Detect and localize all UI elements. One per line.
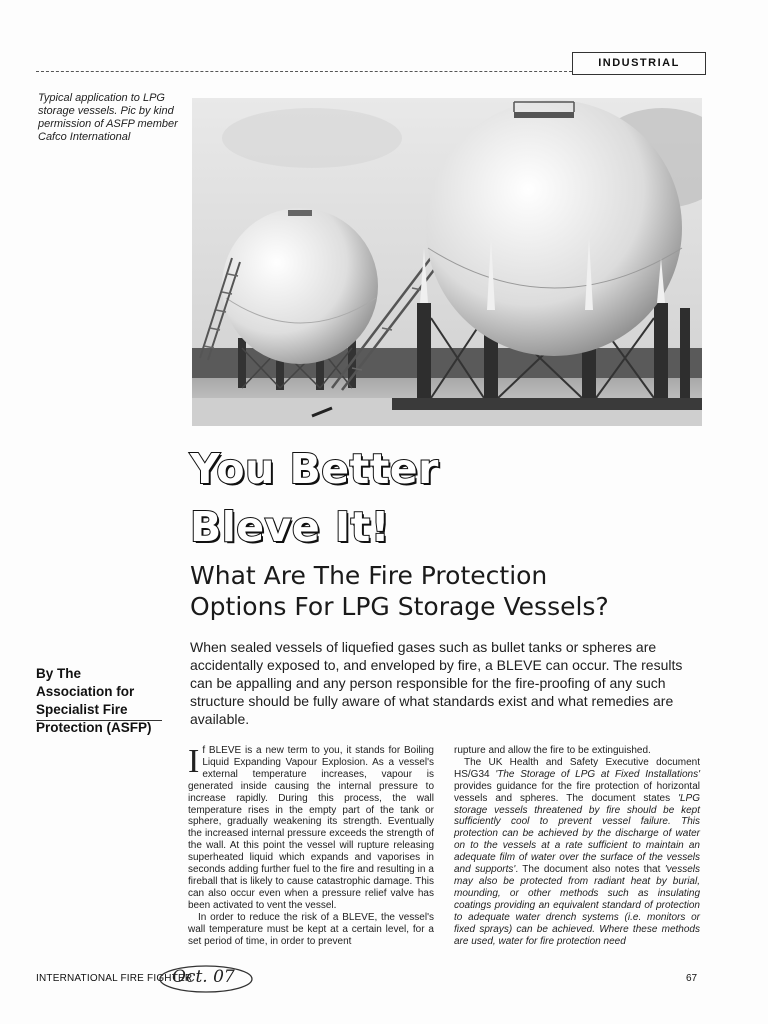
paragraph-text: f BLEVE is a new term to you, it stands for Boiling Liquid Expanding Vapour Explosion. As a vessel's external temperature increases, vapour is generated inside causing the internal pressure to increase rapidly. During this process, the wall temperature rises in the empty part of the tank or sphere, gradually weakening its strength. Eventually the increased internal pressure exceeds the strength of the wall. At this point the vessel will rupture releasing superheated liquid which expands and vaporises in seconds adding further fuel to the fire and resulting in a fireball that is likely to cause catastrophic damage. This can also occur even when a pressure relief valve has been activated to vent the vessel. xyxy=(188,745,434,911)
paragraph: rupture and allow the fire to be extinguished. xyxy=(454,745,651,756)
drop-cap: I xyxy=(188,743,200,780)
article-title xyxy=(190,446,710,550)
article-subtitle xyxy=(190,560,730,622)
paragraph xyxy=(188,745,434,912)
section-tag: INDUSTRIAL xyxy=(572,52,706,75)
title-line-2: Bleve It! xyxy=(190,503,390,551)
paragraph xyxy=(454,757,700,948)
photo-icon xyxy=(192,98,702,426)
title-line-1: You Better xyxy=(190,445,439,493)
text-run: provides guidance for the fire protection of horizontal vessels and spheres. The document states xyxy=(454,780,700,804)
text-run: . The document also notes that xyxy=(515,864,665,876)
quote: 'vessels may also be protected from radiant heat by burial, mounding, or other methods such as insulating coatings providing an equivalent standard of protection to adequate water drench systems (i.e. monitors or fixed sprays) can be achieved. Where these methods are used, water for fire protection need xyxy=(454,864,700,947)
article-photo xyxy=(192,98,702,426)
quote-title: 'The Storage of LPG at Fixed Installations' xyxy=(495,768,700,780)
byline: By The Association for Specialist Fire Protection (ASFP) xyxy=(36,666,152,735)
subtitle-line-2: Options For LPG Storage Vessels? xyxy=(190,592,609,621)
intro-paragraph: When sealed vessels of liquefied gases such as bullet tanks or spheres are accidentally exposed to, and enveloped by fire, a BLEVE can occur. The results can be appalling and any person responsible for the fire-proofing of any such structure should be fully aware of what standards exist and what remedies are available. xyxy=(190,639,683,727)
photo-caption: Typical application to LPG storage vessels. Pic by kind permission of ASFP member Cafco International xyxy=(38,92,178,143)
page-number: 67 xyxy=(686,973,698,984)
byline-rule xyxy=(36,720,162,721)
body-column-1 xyxy=(188,745,434,947)
body-column-2 xyxy=(454,745,700,947)
publication-name: INTERNATIONAL FIRE FIGHTER xyxy=(36,973,193,984)
paragraph: In order to reduce the risk of a BLEVE, the vessel's wall temperature must be kept at a certain level, for a set period of time, in order to prevent xyxy=(188,911,434,947)
header-rule xyxy=(36,71,572,72)
text-run: The UK Health and Safety Executive document HS/G34 xyxy=(454,756,700,780)
handwritten-stamp: Oct. 07 xyxy=(172,967,235,987)
subtitle-line-1: What Are The Fire Protection xyxy=(190,561,548,590)
quote: 'LPG storage vessels threatened by fire should be kept sufficiently cool to prevent vessel failure. This protection can be achieved by the discharge of water on to the vessels at a rate sufficient to maintain an adequate film of water over the surface of the vessels and supports' xyxy=(454,792,700,876)
